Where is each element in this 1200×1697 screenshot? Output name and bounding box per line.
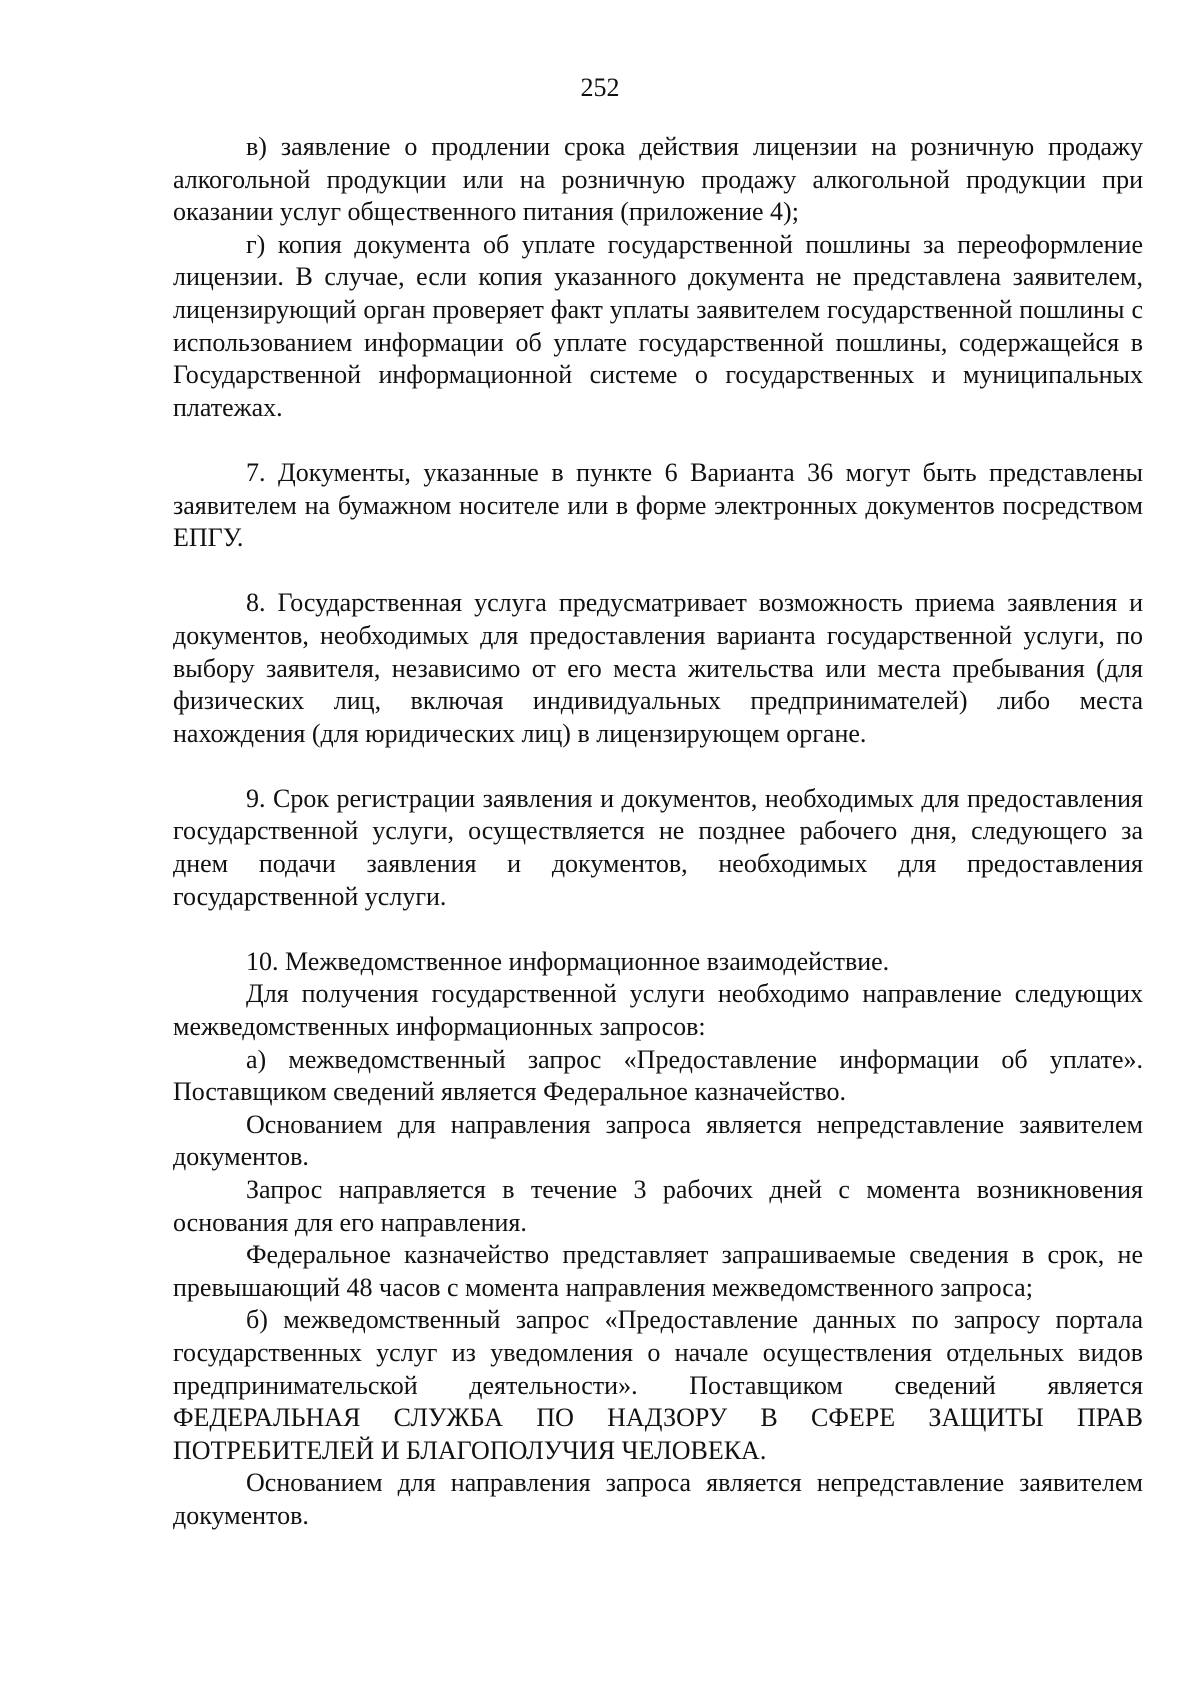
paragraph-8: 8. Государственная услуга предусматривает возможность приема заявления и документов, необходимых для предоставления варианта государственной услуги, по выбору заявителя, независимо от его места жительства или места пребывания (для физических лиц, включая индивидуальных предпринимателей) либо места нахождения (для юридических лиц) в лицензирующем органе. — [173, 588, 1143, 748]
paragraph-request-b-basis: Основанием для направления запроса является непредставление заявителем документов. — [173, 1468, 1143, 1530]
paragraph-request-a-response: Федеральное казначейство представляет запрашиваемые сведения в срок, не превышающий 48 часов с момента направления межведомственного запроса; — [173, 1240, 1143, 1302]
paragraph-request-b — [173, 1304, 1143, 1467]
paragraph-10-intro: Для получения государственной услуги необходимо направление следующих межведомственных информационных запросов: — [173, 979, 1143, 1042]
page-number: 252 — [580, 73, 620, 102]
request-b-end: . — [759, 1435, 767, 1465]
paragraph-request-a-basis: Основанием для направления запроса является непредставление заявителем документов. — [173, 1109, 1143, 1172]
paragraph-request-a: а) межведомственный запрос «Предоставление информации об уплате». Поставщиком сведений является Федеральное казначейство. — [173, 1044, 1143, 1107]
request-b-text: б) межведомственный запрос «Предоставление данных по запросу портала государственных услуг из уведомления о начале осуществления отдельных видов предпринимательской деятельности». Поставщиком сведений является — [173, 1305, 1143, 1400]
paragraph-7: 7. Документы, указанные в пункте 6 Варианта 36 могут быть представлены заявителем на бумажном носителе или в форме электронных документов посредством ЕПГУ. — [173, 457, 1143, 553]
paragraph-10-heading: 10. Межведомственное информационное взаимодействие. — [246, 946, 890, 976]
document-body — [173, 131, 1143, 1533]
paragraph-item-v: в) заявление о продлении срока действия лицензии на розничную продажу алкогольной продукции или на розничную продажу алкогольной продукции при оказании услуг общественного питания (приложение 4); — [173, 132, 1143, 227]
supplier-name: ФЕДЕРАЛЬНАЯ СЛУЖБА ПО НАДЗОРУ В СФЕРЕ ЗАЩИТЫ ПРАВ ПОТРЕБИТЕЛЕЙ И БЛАГОПОЛУЧИЯ ЧЕЛОВЕКА — [173, 1403, 1143, 1465]
paragraph-9: 9. Срок регистрации заявления и документов, необходимых для предоставления государственной услуги, осуществляется не позднее рабочего дня, следующего за днем подачи заявления и документов, необходимых для предоставления государственной услуги. — [173, 783, 1143, 911]
paragraph-request-a-timing: Запрос направляется в течение 3 рабочих дней с момента возникновения основания для его направления. — [173, 1175, 1143, 1237]
paragraph-item-g: г) копия документа об уплате государственной пошлины за переоформление лицензии. В случае, если копия указанного документа не представлена заявителем, лицензирующий орган проверяет факт уплаты заявителем государственной пошлины с использованием информации об уплате государственной пошлины, содержащейся в Государственной информационной системе о государственных и муниципальных платежах. — [173, 229, 1143, 422]
